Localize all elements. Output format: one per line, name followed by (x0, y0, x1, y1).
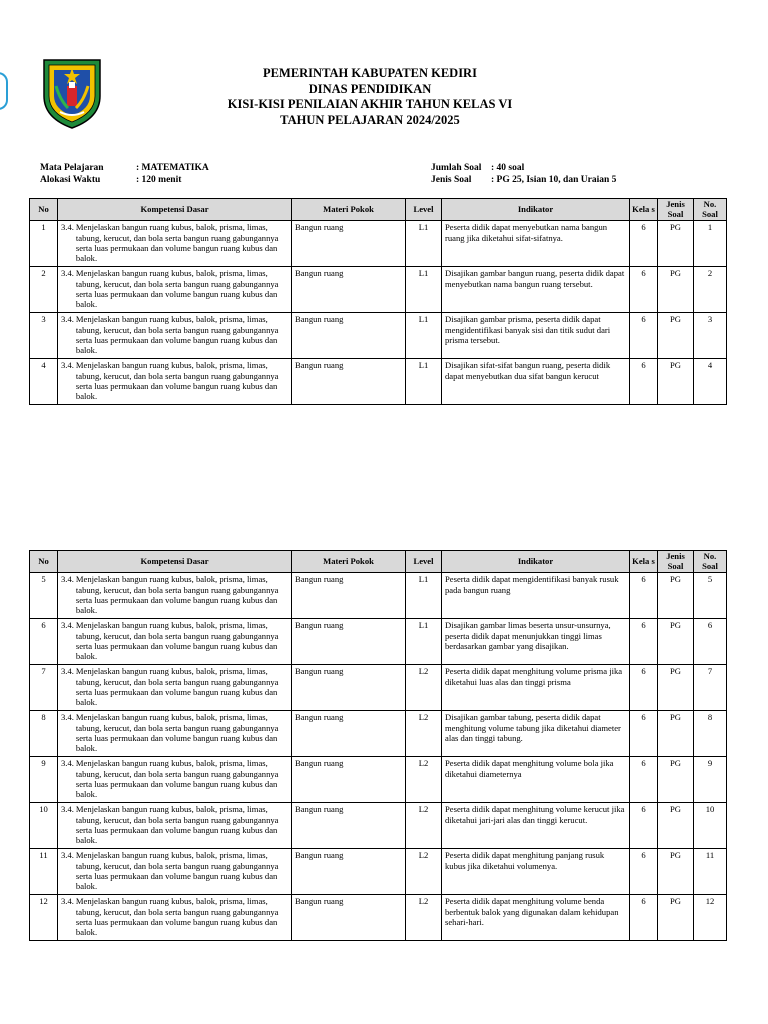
cell-level: L1 (406, 221, 442, 267)
kabupaten-kediri-emblem (40, 56, 104, 130)
table-row (30, 849, 727, 895)
cell-level: L1 (406, 573, 442, 619)
table-row (30, 895, 727, 941)
cell-jenis-soal: PG (658, 619, 694, 665)
subject-label: Mata Pelajaran (40, 163, 104, 173)
cell-kompetensi-dasar (58, 267, 292, 313)
header-department: DINAS PENDIDIKAN (308, 81, 432, 96)
kd-text: Menjelaskan bangun ruang kubus, balok, prisma, limas, tabung, kerucut, dan bola serta bangun ruang gabungannya serta luas permukaan dan volume bangun ruang kubus dan balok. (75, 666, 279, 708)
kd-text: Menjelaskan bangun ruang kubus, balok, prisma, limas, tabung, kerucut, dan bola serta bangun ruang gabungannya serta luas permukaan dan volume bangun ruang kubus dan balok. (75, 712, 279, 754)
col-no-soal: No. Soal (694, 551, 727, 573)
cell-no: 1 (30, 221, 58, 267)
grid-table-page-1 (29, 198, 727, 405)
cell-no: 9 (30, 757, 58, 803)
cell-no-soal: 12 (694, 895, 727, 941)
cell-no-soal: 7 (694, 665, 727, 711)
cell-no: 5 (30, 573, 58, 619)
cell-kelas: 6 (630, 359, 658, 405)
cell-no-soal: 6 (694, 619, 727, 665)
kd-text: Menjelaskan bangun ruang kubus, balok, prisma, limas, tabung, kerucut, dan bola serta bangun ruang gabungannya serta luas permukaan dan volume bangun ruang kubus dan balok. (75, 620, 279, 662)
cell-jenis-soal: PG (658, 665, 694, 711)
kd-number: 3.4. (61, 314, 74, 325)
col-level: Level (406, 199, 442, 221)
cell-kelas: 6 (630, 757, 658, 803)
cell-materi-pokok: Bangun ruang (292, 665, 406, 711)
cell-indikator: Disajikan sifat-sifat bangun ruang, peserta didik dapat menyebutkan dua sifat bangun kerucut (442, 359, 630, 405)
kd-number: 3.4. (61, 712, 74, 723)
kd-text: Menjelaskan bangun ruang kubus, balok, prisma, limas, tabung, kerucut, dan bola serta bangun ruang gabungannya serta luas permukaan dan volume bangun ruang kubus dan balok. (75, 804, 279, 846)
kd-number: 3.4. (61, 666, 74, 677)
kd-text: Menjelaskan bangun ruang kubus, balok, prisma, limas, tabung, kerucut, dan bola serta bangun ruang gabungannya serta luas permukaan dan volume bangun ruang kubus dan balok. (75, 268, 279, 310)
cell-jenis-soal: PG (658, 267, 694, 313)
header-government: PEMERINTAH KABUPATEN KEDIRI (263, 66, 477, 80)
cell-no-soal: 10 (694, 803, 727, 849)
cell-materi-pokok: Bangun ruang (292, 267, 406, 313)
cell-no-soal: 8 (694, 711, 727, 757)
cell-no: 10 (30, 803, 58, 849)
cell-kelas: 6 (630, 849, 658, 895)
cell-no: 11 (30, 849, 58, 895)
col-kompetensi-dasar: Kompetensi Dasar (58, 199, 292, 221)
col-jenis-soal: Jenis Soal (658, 551, 694, 573)
exam-info-left (40, 162, 209, 186)
edge-bracket-mark (0, 72, 8, 110)
col-no: No (30, 551, 58, 573)
cell-kelas: 6 (630, 711, 658, 757)
cell-no-soal: 11 (694, 849, 727, 895)
cell-kompetensi-dasar (58, 619, 292, 665)
cell-indikator: Peserta didik dapat menghitung volume kerucut jika diketahui jari-jari alas dan tinggi kerucut. (442, 803, 630, 849)
cell-no: 6 (30, 619, 58, 665)
cell-materi-pokok: Bangun ruang (292, 895, 406, 941)
cell-no-soal: 5 (694, 573, 727, 619)
cell-materi-pokok: Bangun ruang (292, 573, 406, 619)
cell-kelas: 6 (630, 221, 658, 267)
table-row (30, 359, 727, 405)
cell-kompetensi-dasar (58, 895, 292, 941)
table-row (30, 665, 727, 711)
cell-jenis-soal: PG (658, 803, 694, 849)
cell-kelas: 6 (630, 665, 658, 711)
kd-text: Menjelaskan bangun ruang kubus, balok, prisma, limas, tabung, kerucut, dan bola serta bangun ruang gabungannya serta luas permukaan dan volume bangun ruang kubus dan balok. (75, 574, 279, 616)
table-header-row (30, 199, 727, 221)
cell-kelas: 6 (630, 573, 658, 619)
header-document-title: KISI-KISI PENILAIAN AKHIR TAHUN KELAS VI (227, 97, 513, 111)
cell-materi-pokok: Bangun ruang (292, 619, 406, 665)
cell-materi-pokok: Bangun ruang (292, 313, 406, 359)
cell-kompetensi-dasar (58, 573, 292, 619)
cell-jenis-soal: PG (658, 313, 694, 359)
subject-value: : MATEMATIKA (136, 163, 209, 173)
cell-kompetensi-dasar (58, 221, 292, 267)
kd-text: Menjelaskan bangun ruang kubus, balok, prisma, limas, tabung, kerucut, dan bola serta bangun ruang gabungannya serta luas permukaan dan volume bangun ruang kubus dan balok. (75, 314, 279, 356)
col-indikator: Indikator (442, 551, 630, 573)
col-level: Level (406, 551, 442, 573)
time-allocation-value: : 120 menit (136, 175, 182, 185)
kd-text: Menjelaskan bangun ruang kubus, balok, prisma, limas, tabung, kerucut, dan bola serta bangun ruang gabungannya serta luas permukaan dan volume bangun ruang kubus dan balok. (75, 360, 279, 402)
cell-level: L2 (406, 895, 442, 941)
table-row (30, 221, 727, 267)
cell-indikator: Peserta didik dapat menyebutkan nama bangun ruang jika diketahui sifat-sifatnya. (442, 221, 630, 267)
cell-no-soal: 2 (694, 267, 727, 313)
cell-level: L1 (406, 267, 442, 313)
table-row (30, 573, 727, 619)
kd-text: Menjelaskan bangun ruang kubus, balok, prisma, limas, tabung, kerucut, dan bola serta bangun ruang gabungannya serta luas permukaan dan volume bangun ruang kubus dan balok. (75, 758, 279, 800)
cell-no: 12 (30, 895, 58, 941)
cell-jenis-soal: PG (658, 895, 694, 941)
cell-no: 3 (30, 313, 58, 359)
cell-kompetensi-dasar (58, 711, 292, 757)
cell-kompetensi-dasar (58, 803, 292, 849)
grid-table-page-2 (29, 550, 727, 941)
cell-level: L2 (406, 757, 442, 803)
cell-no: 8 (30, 711, 58, 757)
cell-no-soal: 3 (694, 313, 727, 359)
cell-indikator: Peserta didik dapat menghitung panjang rusuk kubus jika diketahui volumenya. (442, 849, 630, 895)
cell-kompetensi-dasar (58, 359, 292, 405)
col-jenis-soal: Jenis Soal (658, 199, 694, 221)
kd-number: 3.4. (61, 222, 74, 233)
kd-number: 3.4. (61, 850, 74, 861)
exam-info-right (431, 162, 616, 186)
cell-level: L1 (406, 619, 442, 665)
cell-kelas: 6 (630, 803, 658, 849)
kd-number: 3.4. (61, 804, 74, 815)
table-row (30, 711, 727, 757)
col-no: No (30, 199, 58, 221)
cell-indikator: Disajikan gambar tabung, peserta didik dapat menghitung volume tabung jika diketahui diameter alas dan tinggi tabung. (442, 711, 630, 757)
kd-number: 3.4. (61, 268, 74, 279)
cell-kelas: 6 (630, 267, 658, 313)
kd-number: 3.4. (61, 574, 74, 585)
question-type-value: : PG 25, Isian 10, dan Uraian 5 (491, 175, 617, 185)
cell-indikator: Peserta didik dapat mengidentifikasi banyak rusuk pada bangun ruang (442, 573, 630, 619)
cell-materi-pokok: Bangun ruang (292, 359, 406, 405)
question-count-label: Jumlah Soal (431, 163, 482, 173)
cell-materi-pokok: Bangun ruang (292, 711, 406, 757)
cell-indikator: Peserta didik dapat menghitung volume benda berbentuk balok yang digunakan dalam kehidupan sehari-hari. (442, 895, 630, 941)
cell-indikator: Disajikan gambar limas beserta unsur-unsurnya, peserta didik dapat menunjukkan tinggi limas berdasarkan gambar yang disajikan. (442, 619, 630, 665)
cell-jenis-soal: PG (658, 573, 694, 619)
header-school-year: TAHUN PELAJARAN 2024/2025 (280, 112, 460, 127)
cell-kompetensi-dasar (58, 313, 292, 359)
cell-no: 4 (30, 359, 58, 405)
cell-kelas: 6 (630, 619, 658, 665)
cell-kompetensi-dasar (58, 665, 292, 711)
kd-text: Menjelaskan bangun ruang kubus, balok, prisma, limas, tabung, kerucut, dan bola serta bangun ruang gabungannya serta luas permukaan dan volume bangun ruang kubus dan balok. (75, 222, 279, 264)
cell-materi-pokok: Bangun ruang (292, 849, 406, 895)
cell-indikator: Peserta didik dapat menghitung volume bola jika diketahui diameternya (442, 757, 630, 803)
cell-materi-pokok: Bangun ruang (292, 221, 406, 267)
cell-kelas: 6 (630, 895, 658, 941)
kd-number: 3.4. (61, 758, 74, 769)
cell-no-soal: 1 (694, 221, 727, 267)
kd-number: 3.4. (61, 360, 74, 371)
cell-kelas: 6 (630, 313, 658, 359)
cell-jenis-soal: PG (658, 711, 694, 757)
cell-jenis-soal: PG (658, 849, 694, 895)
kd-text: Menjelaskan bangun ruang kubus, balok, prisma, limas, tabung, kerucut, dan bola serta bangun ruang gabungannya serta luas permukaan dan volume bangun ruang kubus dan balok. (75, 896, 279, 938)
col-indikator: Indikator (442, 199, 630, 221)
document-header (120, 66, 620, 128)
cell-no: 2 (30, 267, 58, 313)
table-row (30, 757, 727, 803)
table-row (30, 803, 727, 849)
cell-indikator: Disajikan gambar bangun ruang, peserta didik dapat menyebutkan nama bangun ruang tersebut. (442, 267, 630, 313)
col-materi-pokok: Materi Pokok (292, 551, 406, 573)
cell-materi-pokok: Bangun ruang (292, 803, 406, 849)
cell-jenis-soal: PG (658, 757, 694, 803)
cell-level: L1 (406, 313, 442, 359)
col-no-soal: No. Soal (694, 199, 727, 221)
cell-indikator: Disajikan gambar prisma, peserta didik dapat mengidentifikasi banyak sisi dan titik sudut dari prisma tersebut. (442, 313, 630, 359)
cell-level: L2 (406, 849, 442, 895)
kd-text: Menjelaskan bangun ruang kubus, balok, prisma, limas, tabung, kerucut, dan bola serta bangun ruang gabungannya serta luas permukaan dan volume bangun ruang kubus dan balok. (75, 850, 279, 892)
cell-indikator: Peserta didik dapat menghitung volume prisma jika diketahui luas alas dan tinggi prisma (442, 665, 630, 711)
cell-no-soal: 4 (694, 359, 727, 405)
cell-level: L2 (406, 803, 442, 849)
col-materi-pokok: Materi Pokok (292, 199, 406, 221)
question-type-label: Jenis Soal (431, 175, 472, 185)
cell-kompetensi-dasar (58, 849, 292, 895)
cell-level: L2 (406, 711, 442, 757)
table-row (30, 313, 727, 359)
cell-jenis-soal: PG (658, 359, 694, 405)
col-kelas: Kela s (630, 199, 658, 221)
cell-no: 7 (30, 665, 58, 711)
cell-level: L1 (406, 359, 442, 405)
cell-kompetensi-dasar (58, 757, 292, 803)
cell-materi-pokok: Bangun ruang (292, 757, 406, 803)
question-count-value: : 40 soal (491, 163, 525, 173)
time-allocation-label: Alokasi Waktu (40, 175, 101, 185)
kd-number: 3.4. (61, 620, 74, 631)
col-kelas: Kela s (630, 551, 658, 573)
table-row (30, 619, 727, 665)
col-kompetensi-dasar: Kompetensi Dasar (58, 551, 292, 573)
cell-jenis-soal: PG (658, 221, 694, 267)
cell-no-soal: 9 (694, 757, 727, 803)
cell-level: L2 (406, 665, 442, 711)
kd-number: 3.4. (61, 896, 74, 907)
table-header-row (30, 551, 727, 573)
table-row (30, 267, 727, 313)
